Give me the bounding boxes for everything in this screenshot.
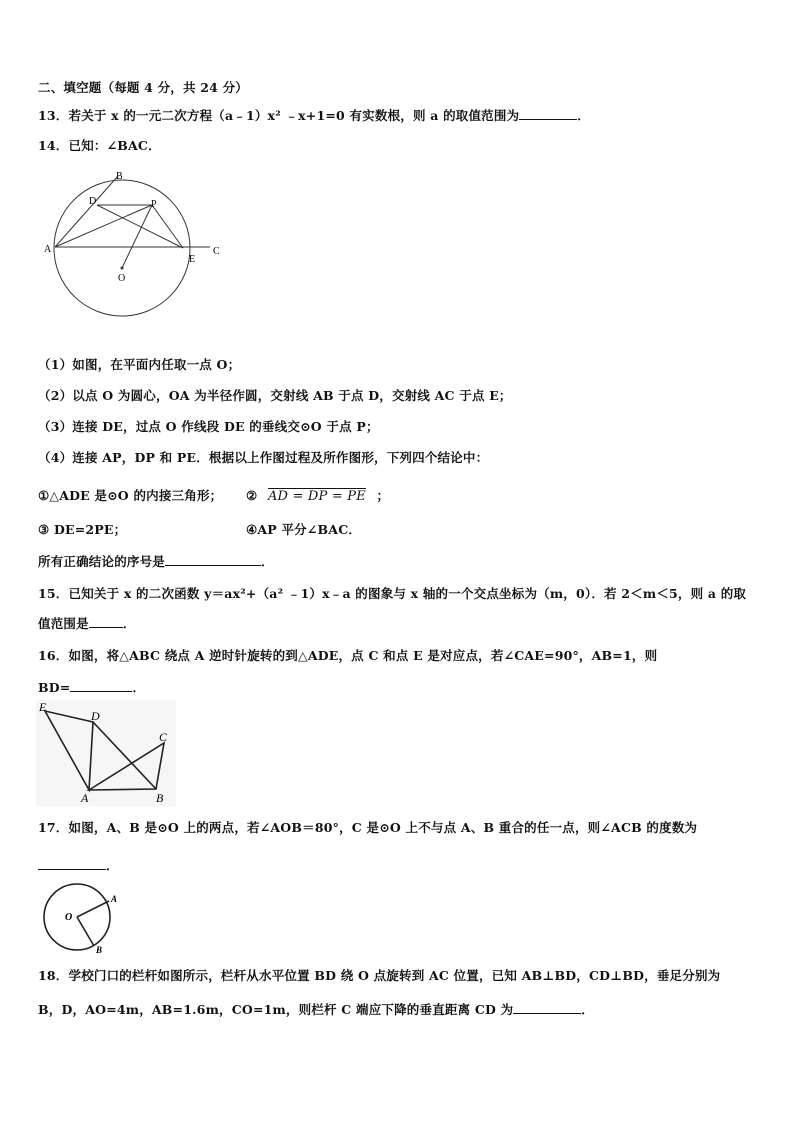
answer-blank bbox=[513, 1001, 581, 1014]
q13-text: 13．若关于 x 的一元二次方程（a﹣1）x² ﹣x+1=0 有实数根，则 a 的取值范围为 bbox=[38, 108, 520, 123]
q16-end: ． bbox=[132, 680, 146, 695]
answer-blank bbox=[70, 679, 132, 692]
q14-conclusion-1: ①△ADE 是⊙O 的内接三角形； bbox=[38, 488, 223, 503]
q17-circle-figure bbox=[38, 880, 128, 956]
q13-end: ． bbox=[577, 108, 590, 123]
question-16-line2 bbox=[38, 678, 145, 696]
question-15-line2 bbox=[38, 614, 136, 632]
label-o: O bbox=[118, 273, 126, 284]
answer-blank bbox=[519, 107, 577, 120]
center-point bbox=[121, 267, 124, 270]
label-b: B bbox=[96, 945, 103, 955]
q14-step1: （1）如图，在平面内任取一点 O； bbox=[38, 357, 241, 372]
segment-ap bbox=[55, 205, 152, 247]
conclusion-2-label: ② bbox=[246, 488, 258, 503]
question-15-line1: 15．已知关于 x 的二次函数 y＝ax²+（a² ﹣1）x﹣a 的图象与 x 轴的一个交点坐标为（m，0）．若 2＜m＜5，则 a 的取 bbox=[38, 586, 747, 601]
question-13 bbox=[38, 106, 590, 124]
label-a: A bbox=[111, 894, 118, 904]
label-a: A bbox=[44, 244, 52, 255]
question-18-line2 bbox=[38, 1000, 594, 1018]
radius-ob bbox=[77, 917, 94, 946]
q14-answer bbox=[38, 552, 274, 570]
q14-step4: （4）连接 AP，DP 和 PE．根据以上作图过程及所作图形，下列四个结论中： bbox=[38, 450, 489, 465]
question-17-line1: 17．如图，A、B 是⊙O 上的两点，若∠AOB＝80°，C 是⊙O 上不与点 A、B 重合的任一点，则∠ACB 的度数为 bbox=[38, 820, 698, 835]
q14-circle-figure bbox=[38, 168, 228, 338]
label-e: E bbox=[189, 254, 196, 265]
label-o: O bbox=[65, 912, 73, 923]
perpendicular-op bbox=[122, 205, 152, 268]
answer-blank bbox=[38, 857, 106, 870]
q15-end: ． bbox=[122, 616, 136, 631]
question-18-line1: 18．学校门口的栏杆如图所示，栏杆从水平位置 BD 绕 O 点旋转到 AC 位置，已知 AB⊥BD，CD⊥BD，垂足分别为 bbox=[38, 968, 721, 983]
question-14-head: 14．已知：∠BAC． bbox=[38, 138, 161, 153]
answer-blank bbox=[165, 553, 261, 566]
radius-oa bbox=[77, 901, 109, 917]
circle-o bbox=[54, 180, 190, 316]
q14-step3: （3）连接 DE，过点 O 作线段 DE 的垂线交⊙O 于点 P； bbox=[38, 419, 379, 434]
section-title: 二、填空题（每题 4 分，共 24 分） bbox=[38, 80, 249, 95]
segment-pe bbox=[152, 205, 183, 248]
label-b: B bbox=[116, 171, 123, 182]
answer-blank bbox=[89, 615, 123, 628]
q17-end: ． bbox=[106, 858, 119, 873]
label-p: P bbox=[151, 199, 157, 210]
q18-end: ． bbox=[581, 1002, 594, 1017]
q14-answer-end: ． bbox=[261, 554, 274, 569]
q18-line2-text: B，D，AO=4m，AB=1.6m，CO=1m，则栏杆 C 端应下降的垂直距离 CD 为 bbox=[38, 1002, 514, 1017]
label-b: B bbox=[156, 791, 164, 805]
label-d: D bbox=[91, 709, 100, 723]
q16-triangle-figure bbox=[36, 700, 176, 806]
label-c: C bbox=[213, 246, 220, 257]
conclusion-2-end: ； bbox=[376, 488, 390, 503]
q14-conclusion-3: ③ DE=2PE； bbox=[38, 522, 127, 537]
q14-conclusion-2 bbox=[246, 486, 389, 504]
label-c: C bbox=[159, 730, 168, 744]
q14-answer-text: 所有正确结论的序号是 bbox=[38, 554, 166, 569]
q14-step2: （2）以点 O 为圆心，OA 为半径作圆，交射线 AB 于点 D，交射线 AC 于点 E； bbox=[38, 388, 512, 403]
q15-line2-text: 值范围是 bbox=[38, 616, 89, 631]
label-a: A bbox=[81, 791, 89, 805]
q14-conclusion-4: ④AP 平分∠BAC． bbox=[246, 522, 362, 537]
question-17-line2 bbox=[38, 856, 119, 874]
label-e: E bbox=[39, 700, 47, 714]
q16-line2-text: BD= bbox=[38, 680, 71, 695]
question-16-line1: 16．如图，将△ABC 绕点 A 逆时针旋转的到△ADE，点 C 和点 E 是对应点，若∠CAE=90°，AB=1，则 bbox=[38, 648, 658, 663]
arc-equality-formula: AD = DP = PE bbox=[267, 489, 366, 504]
segment-de bbox=[97, 205, 183, 248]
label-d: D bbox=[89, 196, 97, 207]
